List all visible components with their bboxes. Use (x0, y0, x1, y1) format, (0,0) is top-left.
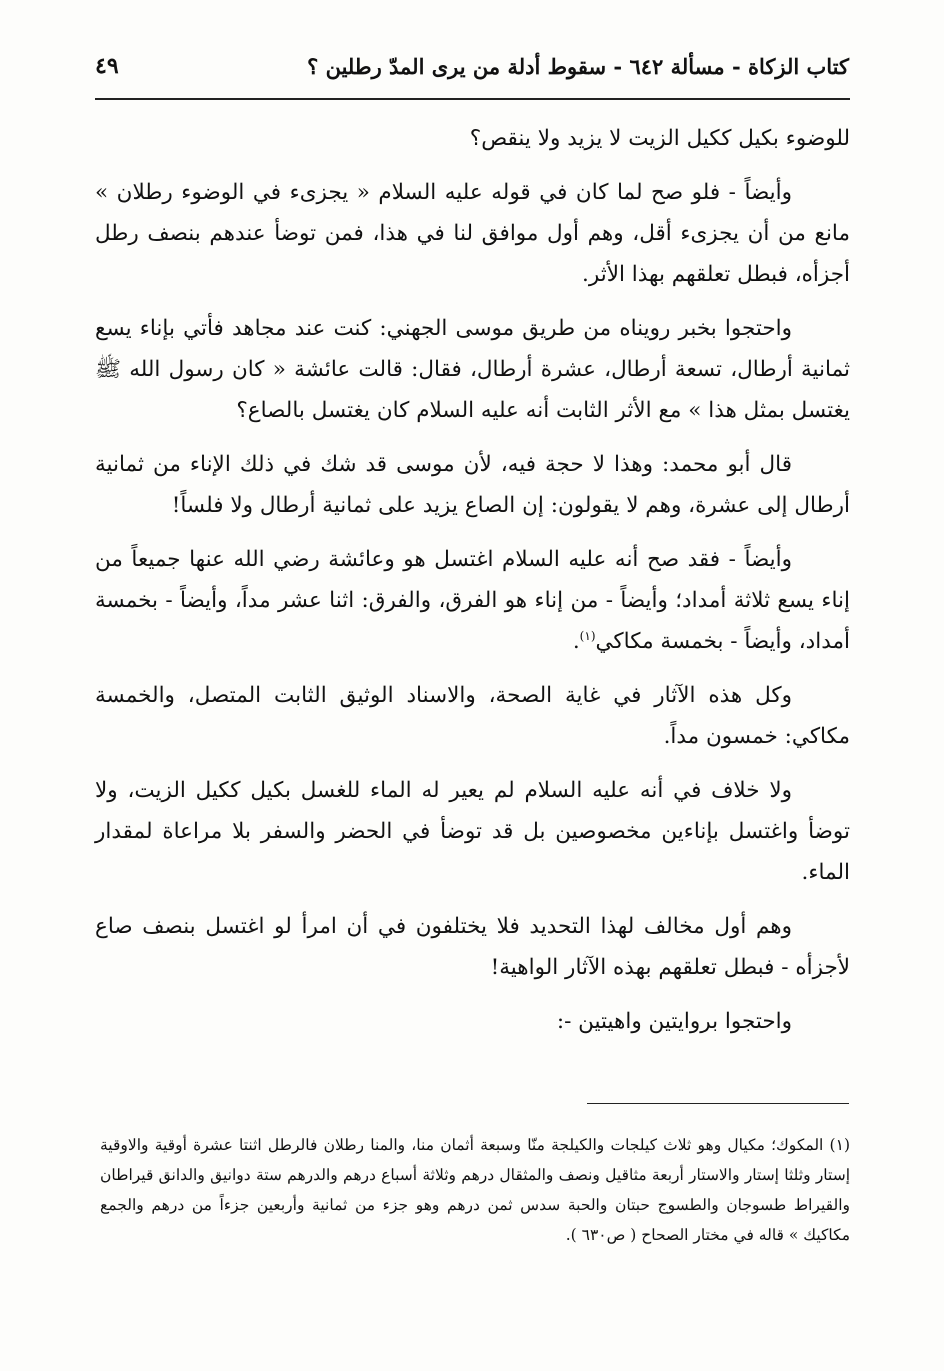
page-number: ٤٩ (95, 53, 119, 79)
paragraph-text: ولا خلاف في أنه عليه السلام لم يعير له الماء للغسل بكيل ككيل الزيت، ولا توضأ واغتسل بإناءين مخصوصين بل قد توضأ في الحضر والسفر بلا مراعاة لمقدار الماء. (95, 778, 850, 885)
paragraph-text: وأيضاً - فلو صح لما كان في قوله عليه السلام « يجزىء في الوضوء رطلان » مانع من أن يجزىء أقل، وهم أول موافق لنا في هذا، فمن توضأ عندهم بنصف رطل أجزأه، فبطل تعلقهم بهذا الأثر. (95, 180, 850, 287)
paragraph (95, 172, 850, 295)
main-text (95, 118, 850, 1055)
paragraph (95, 444, 850, 526)
paragraph-text: للوضوء بكيل ككيل الزيت لا يزيد ولا ينقص؟ (469, 126, 850, 151)
paragraph (95, 308, 850, 431)
paragraph-text: واحتجوا بروايتين واهيتين -: (556, 1009, 792, 1034)
paragraph-text: وهم أول مخالف لهذا التحديد فلا يختلفون في أن امرأ لو اغتسل بنصف صاع لأجزأه - فبطل تعلقهم بهذه الآثار الواهية! (95, 914, 850, 980)
header-title: كتاب الزكاة - مسألة ٦٤٢ - سقوط أدلة من يرى المدّ رطلين ؟ (307, 53, 849, 79)
paragraph (95, 675, 850, 757)
footnote (100, 1130, 850, 1250)
paragraph-text: قال أبو محمد: وهذا لا حجة فيه، لأن موسى قد شك في ذلك الإناء من ثمانية أرطال إلى عشرة، وهم لا يقولون: إن الصاع يزيد على ثمانية أرطال ولا فلساً! (95, 452, 850, 518)
paragraph (95, 770, 850, 893)
paragraph (95, 539, 850, 662)
running-header (95, 46, 849, 86)
paragraph (95, 1001, 850, 1042)
paragraph-end: . (572, 629, 580, 654)
paragraph-text: وأيضاً - فقد صح أنه عليه السلام اغتسل هو وعائشة رضي الله عنها جميعاً من إناء يسع ثلاثة أمداد؛ وأيضاً - من إناء هو الفرق، والفرق: اثنا عشر مداً، وأيضاً - بخمسة أمداد، وأيضاً - بخمسة مكاكي (95, 547, 850, 654)
footnote-divider (587, 1103, 849, 1104)
footnote-marker[interactable]: (١) (579, 628, 596, 643)
paragraph (95, 118, 850, 159)
paragraph (95, 906, 850, 988)
header-divider (95, 98, 850, 100)
paragraph-text: وكل هذه الآثار في غاية الصحة، والاسناد الوثيق الثابت المتصل، والخمسة مكاكي: خمسون مداً. (95, 683, 850, 749)
paragraph-text: واحتجوا بخبر رويناه من طريق موسى الجهني: كنت عند مجاهد فأتي بإناء يسع ثمانية أرطال، تسعة أرطال، عشرة أرطال، فقال: قالت عائشة « كان رسول الله ﷺ يغتسل بمثل هذا » مع الأثر الثابت أنه عليه السلام كان يغتسل بالصاع؟ (95, 316, 850, 423)
footnote-text: (١) المكوك؛ مكيال وهو ثلاث كيلجات والكيلجة منّا وسبعة أثمان منا، والمنا رطلان فالرطل اثنتا عشرة أوقية والاوقية إستار وثلثا إستار والاستار أربعة مثاقيل ونصف والمثقال درهم وثلاثة أسباع درهم والدرهم ستة دوانيق والدانق قيراطان والقيراط طسوجان والطسوج حبتان والحبة سدس ثمن درهم وهو جزء من ثمانية وأربعين جزءاً من درهم والجمع مكاكيك » قاله في مختار الصحاح ( ص٦٣٠ ). (100, 1136, 850, 1244)
